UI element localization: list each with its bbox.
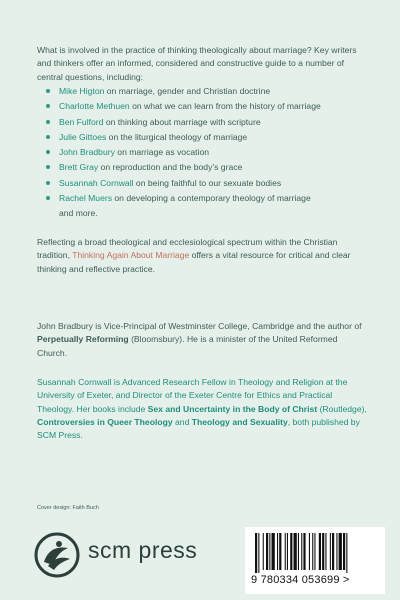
barcode-bar xyxy=(312,533,313,570)
contributor-topic: on being faithful to our sexuate bodies xyxy=(133,177,282,188)
reflecting-text: Reflecting a broad theological and ecclesiological spectrum within the Christian tradition, xyxy=(37,237,338,261)
bullet-icon xyxy=(46,165,50,169)
bio-text: Susannah Cornwall is Advanced Research Fellow in Theology and Religion at the University of Exeter, and Director of the Exeter Centre for Ethics and Practical Theology. Her books include xyxy=(37,377,348,414)
bullet-icon xyxy=(46,104,50,108)
contributor-topic: on thinking about marriage with scripture xyxy=(103,116,261,127)
barcode-bar xyxy=(301,533,302,570)
cover-design-credit: Cover design: Faith Buch xyxy=(37,505,99,511)
list-item xyxy=(59,145,369,160)
list-item xyxy=(59,160,369,175)
intro-paragraph: What is involved in the practice of thinking theologically about marriage? Key writers and thinkers offer an informed, considered and constructive guide to a number of central questions, including: xyxy=(37,45,357,82)
contributor-topic: on reproduction and the body’s grace xyxy=(98,162,243,173)
scm-press-logo-icon xyxy=(34,532,80,578)
contributor-name: Susannah Cornwall xyxy=(59,177,134,188)
bio-book-title-1: Sex and Uncertainty in the Body of Christ xyxy=(147,403,318,414)
list-item xyxy=(59,99,369,114)
list-item xyxy=(59,191,369,206)
barcode-bar xyxy=(346,533,347,573)
reflecting-text-end: offers a vital resource for critical and clear thinking and reflective practice. xyxy=(37,250,351,274)
bio-text-end: , both published by SCM Press. xyxy=(37,416,360,441)
contributor-name: Julie Gittoes xyxy=(59,131,107,142)
contributor-name: Mike Higton xyxy=(59,86,105,96)
barcode xyxy=(245,527,385,594)
bio-text: John Bradbury is Vice-Principal of Westminster College, Cambridge and the author of xyxy=(37,321,362,331)
contributor-topic: on developing a contemporary theology of marriage xyxy=(112,193,311,204)
barcode-bar xyxy=(269,533,270,570)
barcode-bar xyxy=(309,533,310,570)
bullet-icon xyxy=(46,120,50,124)
contributor-name: John Bradbury xyxy=(59,147,115,158)
contributor-topic: on marriage as vocation xyxy=(114,147,210,158)
bullet-icon xyxy=(46,135,50,139)
publisher-name: scm press xyxy=(88,537,198,563)
bio-bradbury xyxy=(37,320,367,360)
bullet-icon xyxy=(46,89,50,93)
barcode-bar xyxy=(303,533,305,570)
bio-book-title: Perpetually Reforming xyxy=(37,334,129,345)
barcode-bar xyxy=(294,533,297,570)
contributor-list xyxy=(59,84,369,222)
barcode-bar xyxy=(263,533,264,570)
list-item xyxy=(59,130,369,145)
barcode-bar xyxy=(343,533,345,570)
barcode-bar xyxy=(290,533,292,570)
bullet-icon xyxy=(46,150,50,154)
contributor-topic: on the liturgical theology of marriage xyxy=(106,131,248,142)
barcode-bar xyxy=(277,533,278,570)
barcode-bar xyxy=(285,533,286,570)
bio-book-title-3: Theology and Sexuality xyxy=(191,416,288,427)
barcode-bar xyxy=(319,533,321,570)
bio-text-mid: and xyxy=(172,416,192,427)
list-item-more xyxy=(59,206,369,221)
bio-book-title-2: Controversies in Queer Theology xyxy=(37,416,173,427)
barcode-bar xyxy=(325,533,326,570)
and-more-text: and more. xyxy=(59,208,98,219)
bullet-icon xyxy=(46,196,50,200)
contributor-name: Rachel Muers xyxy=(59,193,113,204)
barcode-bar xyxy=(279,533,281,570)
bio-text-mid: (Routledge), xyxy=(317,403,367,414)
contributor-topic: on marriage, gender and Christian doctrine xyxy=(104,86,271,96)
barcode-bar xyxy=(336,533,337,570)
barcode-bar xyxy=(258,533,259,573)
bio-cornwall xyxy=(37,376,367,442)
barcode-bar xyxy=(330,533,331,570)
list-item xyxy=(59,176,369,191)
barcode-bar xyxy=(298,533,299,570)
contributor-name: Charlotte Methuen xyxy=(59,101,130,112)
contributor-topic: on what we can learn from the history of marriage xyxy=(129,101,321,112)
contributor-name: Brett Gray xyxy=(59,162,99,173)
bullet-icon xyxy=(46,181,50,185)
contributor-name: Ben Fulford xyxy=(59,116,104,127)
barcode-bars xyxy=(255,533,375,573)
list-item xyxy=(59,84,369,99)
bio-text-end: (Bloomsbury). He is a minister of the United Reformed Church. xyxy=(37,334,338,358)
barcode-bar xyxy=(255,533,257,573)
book-title: Thinking Again About Marriage xyxy=(72,250,190,261)
barcode-bar xyxy=(339,533,342,570)
isbn-number: 9 780334 053699 > xyxy=(251,574,350,586)
list-item xyxy=(59,115,369,130)
barcode-bar xyxy=(332,533,334,570)
barcode-bar xyxy=(322,533,324,570)
barcode-bar xyxy=(314,533,315,570)
barcode-bar xyxy=(272,533,275,570)
barcode-bar xyxy=(287,533,288,570)
reflecting-paragraph xyxy=(37,236,367,276)
barcode-bar xyxy=(266,533,268,570)
